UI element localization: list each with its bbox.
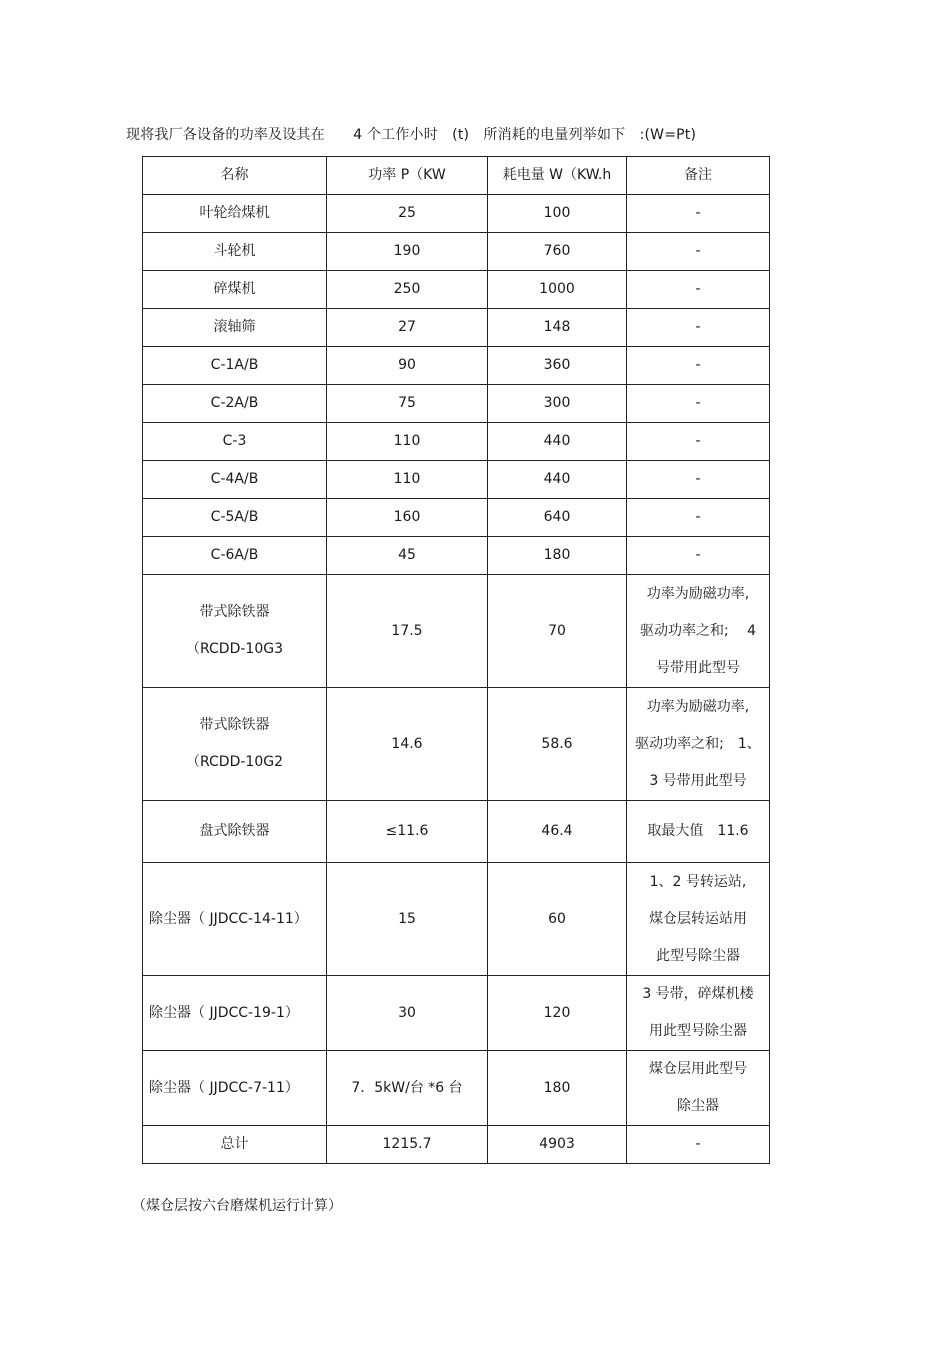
- header-note: 备注: [627, 157, 770, 195]
- power-consumption-table: [142, 156, 770, 1164]
- cell-power: 110: [327, 423, 488, 461]
- cell-power: 110: [327, 461, 488, 499]
- cell-power: 90: [327, 347, 488, 385]
- table-row: [143, 537, 770, 575]
- cell-name: 盘式除铁器: [143, 801, 327, 863]
- cell-note: -: [627, 1126, 770, 1164]
- cell-power: 1215.7: [327, 1126, 488, 1164]
- table-row: [143, 976, 770, 1051]
- cell-note: 1、2 号转运站, 煤仓层转运站用 此型号除尘器: [627, 863, 770, 976]
- cell-power: 190: [327, 233, 488, 271]
- cell-note: -: [627, 423, 770, 461]
- cell-energy: 1000: [488, 271, 627, 309]
- cell-name: 叶轮给煤机: [143, 195, 327, 233]
- cell-name: 除尘器（ JJDCC-14-11）: [143, 863, 327, 976]
- cell-note: -: [627, 309, 770, 347]
- header-name: 名称: [143, 157, 327, 195]
- cell-name: C-5A/B: [143, 499, 327, 537]
- cell-note: 功率为励磁功率, 驱动功率之和; 4 号带用此型号: [627, 575, 770, 688]
- table-row: [143, 499, 770, 537]
- cell-note: 3 号带，碎煤机楼 用此型号除尘器: [627, 976, 770, 1051]
- cell-power: 25: [327, 195, 488, 233]
- cell-energy: 60: [488, 863, 627, 976]
- cell-note: -: [627, 499, 770, 537]
- cell-note: 取最大值 11.6: [627, 801, 770, 863]
- cell-name: C-6A/B: [143, 537, 327, 575]
- table-row: [143, 863, 770, 976]
- cell-power: 27: [327, 309, 488, 347]
- cell-name: C-4A/B: [143, 461, 327, 499]
- intro-text: 现将我厂各设备的功率及设其在 4 个工作小时 (t) 所消耗的电量列举如下 :(W=Pt): [126, 127, 697, 143]
- table-row: [143, 385, 770, 423]
- cell-name: 带式除铁器 （RCDD-10G3: [143, 575, 327, 688]
- table-row: [143, 423, 770, 461]
- cell-note: 煤仓层用此型号 除尘器: [627, 1051, 770, 1126]
- cell-note: -: [627, 271, 770, 309]
- cell-energy: 70: [488, 575, 627, 688]
- cell-energy: 440: [488, 423, 627, 461]
- cell-name: 斗轮机: [143, 233, 327, 271]
- table-row: [143, 195, 770, 233]
- table-row: [143, 801, 770, 863]
- cell-note: 功率为励磁功率, 驱动功率之和; 1、 3 号带用此型号: [627, 688, 770, 801]
- cell-power: 160: [327, 499, 488, 537]
- cell-energy: 300: [488, 385, 627, 423]
- table-row: [143, 271, 770, 309]
- cell-note: -: [627, 347, 770, 385]
- table-row: [143, 309, 770, 347]
- table-row: [143, 575, 770, 688]
- cell-energy: 180: [488, 1051, 627, 1126]
- cell-name: 碎煤机: [143, 271, 327, 309]
- cell-power: 15: [327, 863, 488, 976]
- cell-name: 除尘器（ JJDCC-19-1）: [143, 976, 327, 1051]
- cell-note: -: [627, 233, 770, 271]
- cell-power: 17.5: [327, 575, 488, 688]
- cell-energy: 180: [488, 537, 627, 575]
- cell-energy: 760: [488, 233, 627, 271]
- cell-note: -: [627, 385, 770, 423]
- table-row: [143, 1051, 770, 1126]
- cell-power: 75: [327, 385, 488, 423]
- cell-note: -: [627, 461, 770, 499]
- cell-name: 带式除铁器 （RCDD-10G2: [143, 688, 327, 801]
- cell-energy: 148: [488, 309, 627, 347]
- cell-power: 45: [327, 537, 488, 575]
- cell-note: -: [627, 195, 770, 233]
- footnote: （煤仓层按六台磨煤机运行计算）: [132, 1198, 342, 1214]
- table-row: [143, 688, 770, 801]
- cell-power: 30: [327, 976, 488, 1051]
- cell-note: -: [627, 537, 770, 575]
- cell-energy: 440: [488, 461, 627, 499]
- header-energy: 耗电量 W（KW.h: [488, 157, 627, 195]
- table-header-row: [143, 157, 770, 195]
- cell-energy: 640: [488, 499, 627, 537]
- cell-energy: 120: [488, 976, 627, 1051]
- cell-name: 除尘器（ JJDCC-7-11）: [143, 1051, 327, 1126]
- cell-power: 250: [327, 271, 488, 309]
- cell-name: C-2A/B: [143, 385, 327, 423]
- cell-name: 滚轴筛: [143, 309, 327, 347]
- table-row: [143, 347, 770, 385]
- cell-energy: 360: [488, 347, 627, 385]
- table-row: [143, 461, 770, 499]
- cell-name: C-1A/B: [143, 347, 327, 385]
- cell-power: 7．5kW/台 *6 台: [327, 1051, 488, 1126]
- header-power: 功率 P（KW: [327, 157, 488, 195]
- table-row: [143, 233, 770, 271]
- cell-power: ≤11.6: [327, 801, 488, 863]
- cell-energy: 58.6: [488, 688, 627, 801]
- table-total-row: [143, 1126, 770, 1164]
- cell-power: 14.6: [327, 688, 488, 801]
- cell-name: 总计: [143, 1126, 327, 1164]
- cell-energy: 46.4: [488, 801, 627, 863]
- cell-energy: 4903: [488, 1126, 627, 1164]
- cell-energy: 100: [488, 195, 627, 233]
- cell-name: C-3: [143, 423, 327, 461]
